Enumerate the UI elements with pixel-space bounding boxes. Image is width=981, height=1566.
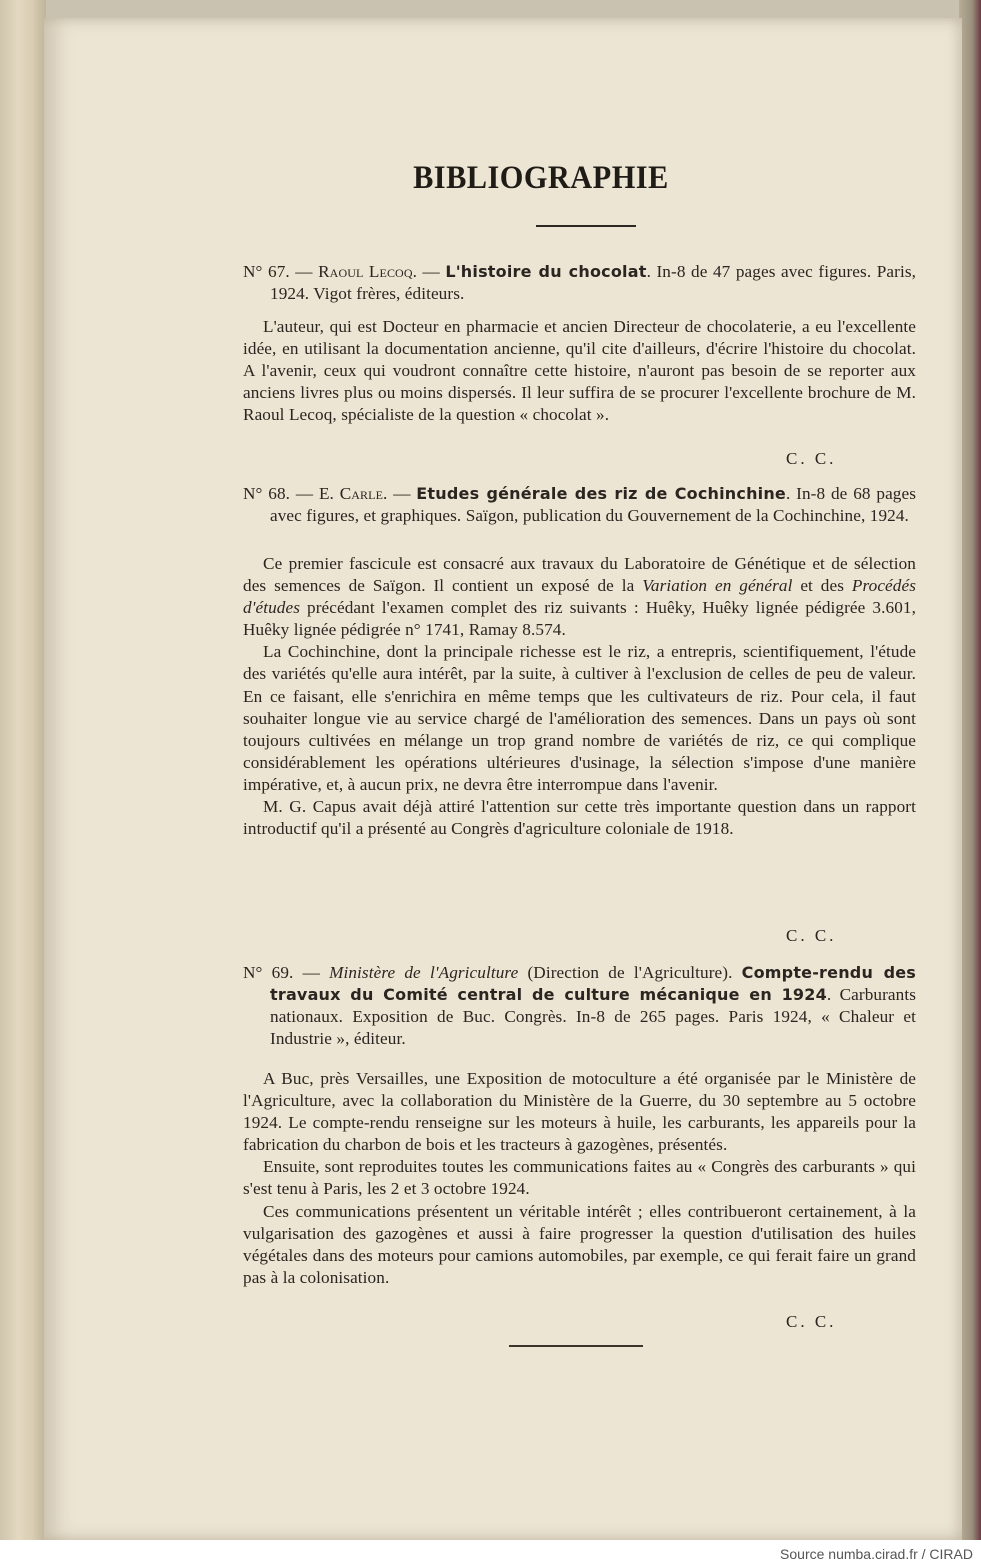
entry-69-review	[243, 1068, 916, 1289]
entry-69-signature: C. C.	[786, 1312, 837, 1331]
entry-67-body: L'auteur, qui est Docteur en pharmacie et ancien Directeur de chocolaterie, a eu l'excellente idée, en utilisant la documentation ancienne, qu'il cite d'ailleurs, d'écrire l'histoire du chocolat. A l'avenir, ceux qui voudront connaître cette histoire, n'auront pas besoin de se reporter aux anciens livres plus ou moins dispersés. Il leur suffira de se procurer l'excellente brochure de M. Raoul Lecoq, spécialiste de la question « chocolat ».	[243, 317, 916, 425]
entry-68-paragraph-3: M. G. Capus avait déjà attiré l'attention sur cette très importante question dans un rapport introductif qu'il a présenté au Congrès d'agriculture coloniale de 1918.	[243, 797, 916, 839]
entry-68-p1-text-b: et des	[792, 576, 852, 596]
book-page-edges	[0, 0, 46, 1540]
page-title: BIBLIOGRAPHIE	[413, 160, 669, 196]
entry-67-title: L'histoire du chocolat	[445, 262, 647, 281]
entry-67-heading	[243, 261, 916, 305]
entry-68-p1-italic-1: Variation en général	[642, 576, 793, 596]
entry-67-author: Raoul Lecoq	[318, 262, 413, 281]
entry-67-details: . In-8 de 47 pages avec figures. Paris, 1924. Vigot frères, éditeurs.	[270, 262, 917, 304]
entry-67	[243, 261, 916, 305]
entry-69-paragraph-1: A Buc, près Versailles, une Exposition de motoculture a été organisée par le Ministère de l'Agriculture, avec la collaboration du Ministère de la Guerre, du 30 septembre au 5 octobre 1924. Le compte-rendu renseigne sur les moteurs à huile, les carburants, les appareils pour la fabrication du charbon de bois et les tracteurs à gazogènes, présentés.	[243, 1069, 916, 1155]
entry-68-title: Etudes générale des riz de Cochinchine	[416, 484, 786, 503]
entry-68-p1-italic-2: Procédés d'études	[243, 576, 916, 618]
entry-68-separator: . —	[383, 484, 417, 503]
entry-67-review	[243, 316, 916, 426]
entry-68-paragraph-2: La Cochinchine, dont la principale richesse est le riz, a entrepris, scientifiquement, l'étude des variétés qu'elle aura intérêt, par la suite, à cultiver à l'exclusion de celles de peu de valeur. En ce faisant, elle s'enrichira en même temps que les cultivateurs de riz. Pour cela, il faut souhaiter longue vie au service chargé de l'amélioration des semences. Dans un pays où sont toujours cultivées en mélange un trop grand nombre de variétés de riz, ce qui complique considérablement les opérations ultérieures d'usinage, la sélection s'impose d'une manière impérative, et, à aucun prix, ne devra être interrompue dans l'avenir.	[243, 642, 916, 794]
entry-69-number: N° 69. —	[243, 963, 330, 982]
entry-69-details: . Carburants nationaux. Exposition de Buc. Congrès. In-8 de 265 pages. Paris 1924, « Chaleur et Industrie », éditeur.	[270, 985, 916, 1049]
book-binding	[959, 0, 981, 1540]
source-credit: Source numba.cirad.fr / CIRAD	[780, 1546, 973, 1562]
entry-68-review	[243, 553, 916, 840]
entry-69-heading	[243, 962, 916, 1050]
entry-68-p1-text-c: précédant l'examen complet des riz suivants : Huêky, Huêky lignée pédigrée 3.601, Huêky lignée pédigrée n° 1741, Ramay 8.574.	[243, 598, 916, 640]
entry-68-number: N° 68. —	[243, 484, 319, 503]
entry-68-author: E. Carle	[318, 484, 384, 503]
end-rule	[509, 1345, 643, 1347]
entry-68-signature: C. C.	[786, 926, 837, 945]
entry-67-separator: . —	[412, 262, 446, 281]
title-underline	[536, 225, 636, 227]
entry-69-publisher-note: (Direction de l'Agriculture).	[518, 963, 742, 982]
entry-69	[243, 962, 916, 1050]
entry-69-title: Compte-rendu des travaux du Comité central de culture mécanique en 1924	[270, 963, 917, 1005]
entry-68-paragraph-1	[243, 553, 916, 641]
entry-68-p1-text-a: Ce premier fascicule est consacré aux travaux du Laboratoire de Génétique et de sélection des semences de Saïgon. Il contient un exposé de la	[243, 554, 916, 596]
entry-67-signature: C. C.	[786, 449, 837, 468]
entry-69-paragraph-3: Ces communications présentent un véritable intérêt ; elles contribueront certainement, à la vulgarisation des gazogènes et aussi à faire progresser la question d'utilisation des huiles végétales dans des moteurs pour camions automobiles, par exemple, ce qui ferait faire un grand pas à la colonisation.	[243, 1201, 916, 1287]
entry-68-details: . In-8 de 68 pages avec figures, et graphiques. Saïgon, publication du Gouvernement de la Cochinchine, 1924.	[270, 484, 917, 526]
entry-68-heading	[243, 483, 916, 527]
entry-68	[243, 483, 916, 527]
entry-67-number: N° 67. —	[243, 262, 319, 281]
entry-69-paragraph-2: Ensuite, sont reproduites toutes les communications faites au « Congrès des carburants » qui s'est tenu à Paris, les 2 et 3 octobre 1924.	[243, 1157, 916, 1199]
entry-69-author: Ministère de l'Agriculture	[329, 963, 519, 982]
